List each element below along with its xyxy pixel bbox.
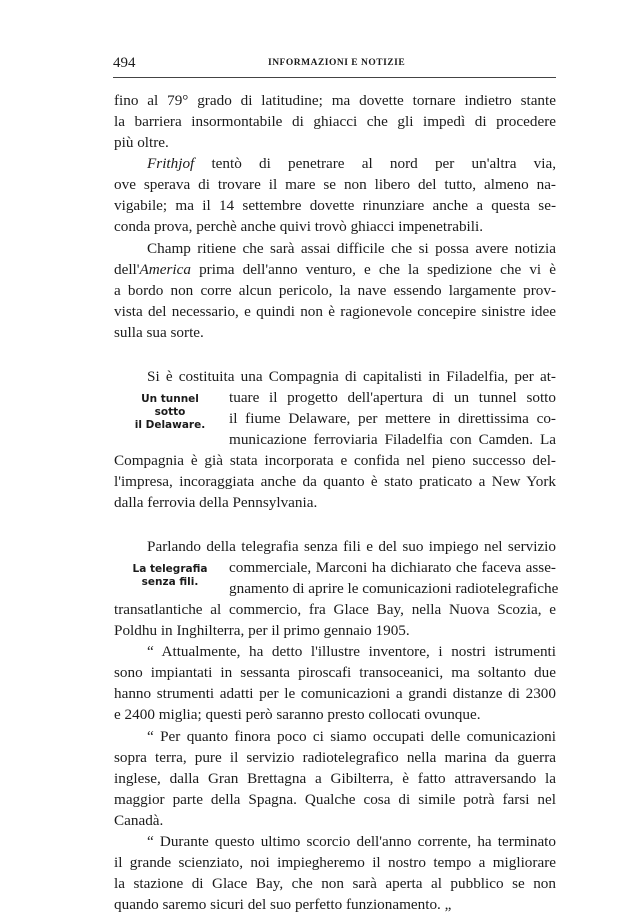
marginal-note-line: il Delaware. [134, 419, 206, 431]
text-line: Champ ritiene che sarà assai difficile che si possa avere notizia [147, 240, 556, 257]
text-line: a bordo non corre alcun pericolo, la nave essendo largamente prov- [114, 282, 556, 299]
text-line: conda prova, perchè anche quivi trovò ghiacci impenetrabili. [114, 218, 483, 235]
text-line: inglese, dalla Gran Brettagna a Gibilterra, è fatto attraversando la [114, 770, 556, 787]
text-line: “ Per quanto finora poco ci siamo occupati delle comunicazioni [147, 728, 556, 745]
text-line: ove sperava di trovare il mare se non libero del tutto, almeno na- [114, 176, 556, 193]
text-line: “ Attualmente, ha detto l'illustre inventore, i nostri istrumenti [147, 643, 556, 660]
running-head: INFORMAZIONI E NOTIZIE [268, 58, 406, 68]
marginal-note-line: sotto [154, 406, 186, 418]
text-line: Frithjof tentò di penetrare al nord per un'altra via, [147, 155, 556, 172]
text-line: vigabile; ma il 14 settembre dovette rinunziare anche a questa se- [114, 197, 556, 214]
page-header [113, 55, 556, 78]
text-line: hanno strumenti adatti per le comunicazioni a grandi distanze di 2300 [114, 685, 556, 702]
text-line: Poldhu in Inghilterra, per il primo gennaio 1905. [114, 622, 410, 639]
text-line: quando saremo sicuri del suo perfetto funzionamento. „ [114, 896, 452, 913]
text-line: maggior parte della Spagna. Qualche cosa di simile potrà farsi nel [114, 791, 556, 808]
text-line: tuare il progetto dell'apertura di un tunnel sotto [229, 389, 556, 406]
marginal-note-tunnel [120, 393, 220, 432]
text-line: Si è costituita una Compagnia di capitalisti in Filadelfia, per at- [147, 368, 556, 385]
text-line: la stazione di Glace Bay, che non sarà aperta al pubblico se non [114, 875, 556, 892]
text-line: gnamento di aprire le comunicazioni radiotelegrafiche [229, 580, 559, 597]
text-line: e 2400 miglia; questi però saranno presto collocati ovunque. [114, 706, 481, 723]
marginal-note-line: Un tunnel [141, 393, 199, 405]
text-line: dell'America prima dell'anno venturo, e che la spedizione che vi è [114, 261, 556, 278]
text-line: sono impiantati in sessanta piroscafi transoceanici, ma soltanto due [114, 664, 556, 681]
marginal-note-line: La telegrafia [132, 563, 208, 575]
text-line: il fiume Delaware, per mettere in direttissima co- [229, 410, 556, 427]
text-line: Compagnia è già stata incorporata e confida nel pieno successo del- [114, 452, 556, 469]
text-line: Parlando della telegrafia senza fili e del suo impiego nel servizio [147, 538, 556, 555]
text-line: fino al 79° grado di latitudine; ma dovette tornare indietro stante [114, 92, 556, 109]
text-line: sulla sua sorte. [114, 324, 204, 341]
marginal-note-telegrafia [118, 563, 222, 589]
text-line: Canadà. [114, 812, 164, 829]
text-line: la barriera insormontabile di ghiacci che gli impedì di procedere [114, 113, 556, 130]
text-line: il grande scienziato, noi impiegheremo il nostro tempo a migliorare [114, 854, 556, 871]
text-line: più oltre. [114, 134, 169, 151]
text-line: transatlantiche al commercio, fra Glace Bay, nella Nuova Scozia, e [114, 601, 556, 618]
text-line: l'impresa, incoraggiata anche da quanto è stato praticato a New York [114, 473, 556, 490]
text-line: “ Durante questo ultimo scorcio dell'anno corrente, ha terminato [147, 833, 556, 850]
text-line: municazione ferroviaria Filadelfia con Camden. La [229, 431, 556, 448]
text-line: dalla ferrovia della Pennsylvania. [114, 494, 318, 511]
text-line: commerciale, Marconi ha dichiarato che faceva asse- [229, 559, 556, 576]
text-line: vista del necessario, e quindi non è ragionevole concepire sinistre idee [114, 303, 556, 320]
marginal-note-line: senza fili. [141, 576, 199, 588]
text-line: sopra terra, pure il servizio radiotelegrafico nella marina da guerra [114, 749, 556, 766]
page-number: 494 [113, 55, 136, 71]
